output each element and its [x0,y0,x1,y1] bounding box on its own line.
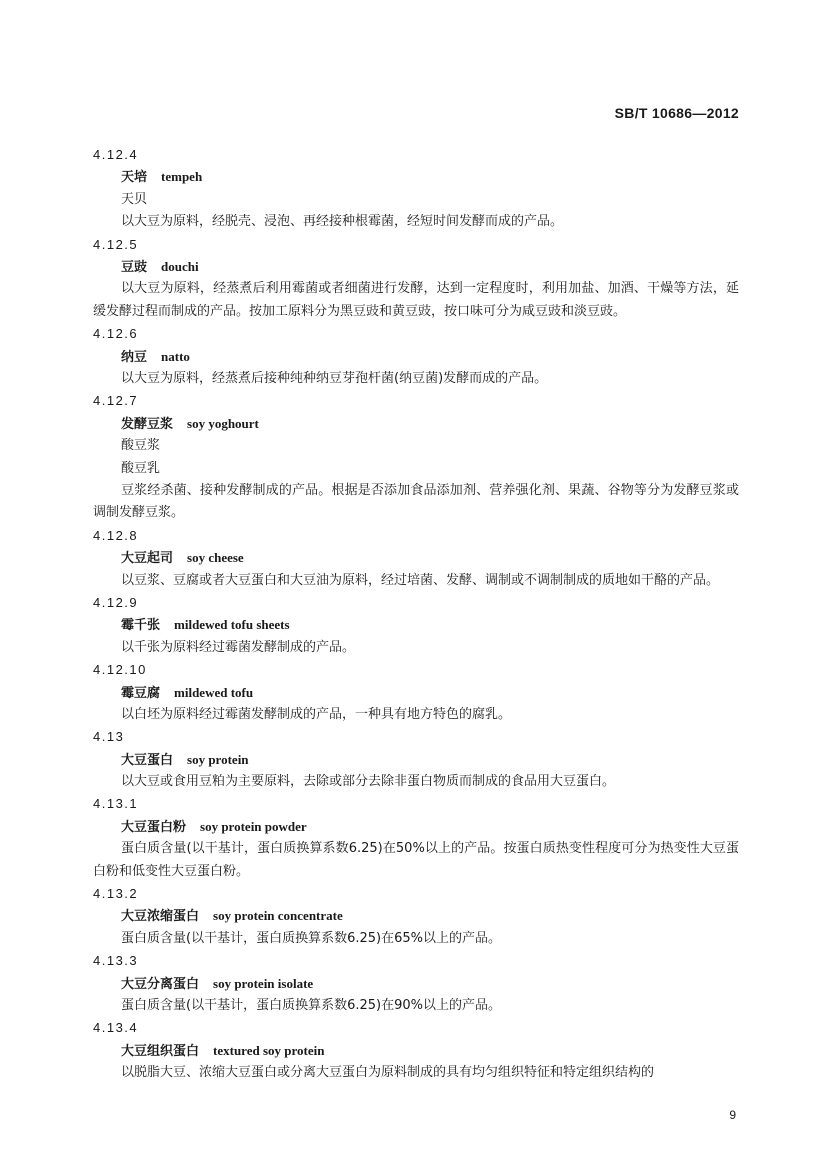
term-english: natto [161,348,190,364]
term-heading [93,614,739,636]
term-heading [93,1040,739,1062]
term-english: soy protein powder [200,818,307,834]
term-heading [93,166,739,188]
term-chinese: 天培 [121,170,148,186]
term-english: soy protein [187,751,249,767]
term-heading [93,682,739,704]
term-heading [93,816,739,838]
term-definition: 蛋白质含量(以干基计，蛋白质换算系数6.25)在65%以上的产品。 [121,930,501,946]
standard-number: SB/T 10686—2012 [614,105,739,121]
term-english: soy protein isolate [213,975,314,991]
term-entry-soy-protein-powder [93,793,739,883]
clause-number: 4.13.4 [93,1020,139,1036]
term-list [93,144,739,1085]
term-definition: 蛋白质含量(以干基计，蛋白质换算系数6.25)在50%以上的产品。按蛋白质热变性程度可分为热变性大豆蛋白粉和低变性大豆蛋白粉。 [93,841,739,879]
term-english: tempeh [161,169,203,185]
term-entry-natto [93,323,739,390]
term-english: douchi [161,258,199,274]
term-chinese: 大豆蛋白粉 [121,819,187,835]
term-chinese: 发酵豆浆 [121,416,174,432]
term-entry-soy-protein-concentrate [93,883,739,950]
term-definition: 以大豆为原料，经蒸煮后接种纯种纳豆芽孢杆菌(纳豆菌)发酵而成的产品。 [121,370,548,386]
term-definition: 以脱脂大豆、浓缩大豆蛋白或分离大豆蛋白为原料制成的具有均匀组织特征和特定组织结构的 [121,1065,655,1081]
term-definition: 以白坯为原料经过霉菌发酵制成的产品，一种具有地方特色的腐乳。 [121,706,512,722]
term-english: mildewed tofu [174,684,254,700]
term-heading [93,256,739,278]
clause-number: 4.13.3 [93,953,139,969]
term-english: soy yoghourt [187,415,259,431]
term-english: mildewed tofu sheets [174,617,290,633]
term-chinese: 大豆起司 [121,551,174,567]
clause-number: 4.13 [93,729,125,745]
term-chinese: 大豆蛋白 [121,752,174,768]
term-entry-soy-cheese [93,525,739,592]
term-definition: 以大豆为原料，经蒸煮后利用霉菌或者细菌进行发酵，达到一定程度时，利用加盐、加酒、干燥等方法，延缓发酵过程而制成的产品。按加工原料分为黑豆豉和黄豆豉，按口味可分为咸豆豉和淡豆豉。 [93,281,739,319]
term-entry-mildewed-tofu [93,659,739,726]
term-english: soy protein concentrate [213,908,343,924]
clause-number: 4.12.4 [93,147,139,162]
term-definition: 豆浆经杀菌、接种发酵制成的产品。根据是否添加食品添加剂、营养强化剂、果蔬、谷物等分为发酵豆浆或调制发酵豆浆。 [93,482,739,521]
term-synonym: 酸豆乳 [121,460,161,476]
term-heading [93,346,739,368]
term-chinese: 大豆浓缩蛋白 [121,909,200,925]
term-entry-soy-protein [93,726,739,793]
term-chinese: 纳豆 [121,349,148,365]
term-chinese: 大豆组织蛋白 [121,1043,200,1059]
term-heading [93,749,739,771]
term-english: soy cheese [187,550,244,566]
clause-number: 4.12.9 [93,594,139,610]
term-definition: 以大豆或食用豆粕为主要原料，去除或部分去除非蛋白物质而制成的食品用大豆蛋白。 [121,774,616,790]
term-heading [93,973,739,995]
clause-number: 4.12.10 [93,662,147,678]
clause-number: 4.13.2 [93,886,139,902]
term-english: textured soy protein [213,1042,325,1058]
term-definition: 以大豆为原料，经脱壳、浸泡、再经接种根霉菌，经短时间发酵而成的产品。 [121,214,564,230]
clause-number: 4.12.6 [93,326,139,342]
clause-number: 4.12.8 [93,527,139,543]
term-definition: 以千张为原料经过霉菌发酵制成的产品。 [121,639,356,655]
term-entry-mildewed-tofu-sheets [93,592,739,659]
term-chinese: 豆豉 [121,259,148,275]
term-entry-textured-soy-protein [93,1017,739,1084]
page-number: 9 [729,1108,736,1122]
term-entry-soy-protein-isolate [93,950,739,1017]
term-entry-douchi [93,234,739,324]
term-heading [93,413,739,435]
term-definition: 蛋白质含量(以干基计，蛋白质换算系数6.25)在90%以上的产品。 [121,998,501,1014]
term-heading [93,905,739,927]
term-entry-tempeh [93,144,739,234]
clause-number: 4.13.1 [93,796,139,812]
term-definition: 以豆浆、豆腐或者大豆蛋白和大豆油为原料，经过培菌、发酵、调制或不调制制成的质地如干酪的产品。 [121,572,720,588]
term-chinese: 霉千张 [121,618,161,634]
clause-number: 4.12.5 [93,236,139,252]
term-entry-soy-yoghourt [93,390,739,524]
term-synonym: 酸豆浆 [121,438,161,454]
term-chinese: 霉豆腐 [121,685,161,701]
term-heading [93,547,739,569]
clause-number: 4.12.7 [93,393,139,409]
term-chinese: 大豆分离蛋白 [121,976,200,992]
term-synonym: 天贝 [121,191,148,207]
